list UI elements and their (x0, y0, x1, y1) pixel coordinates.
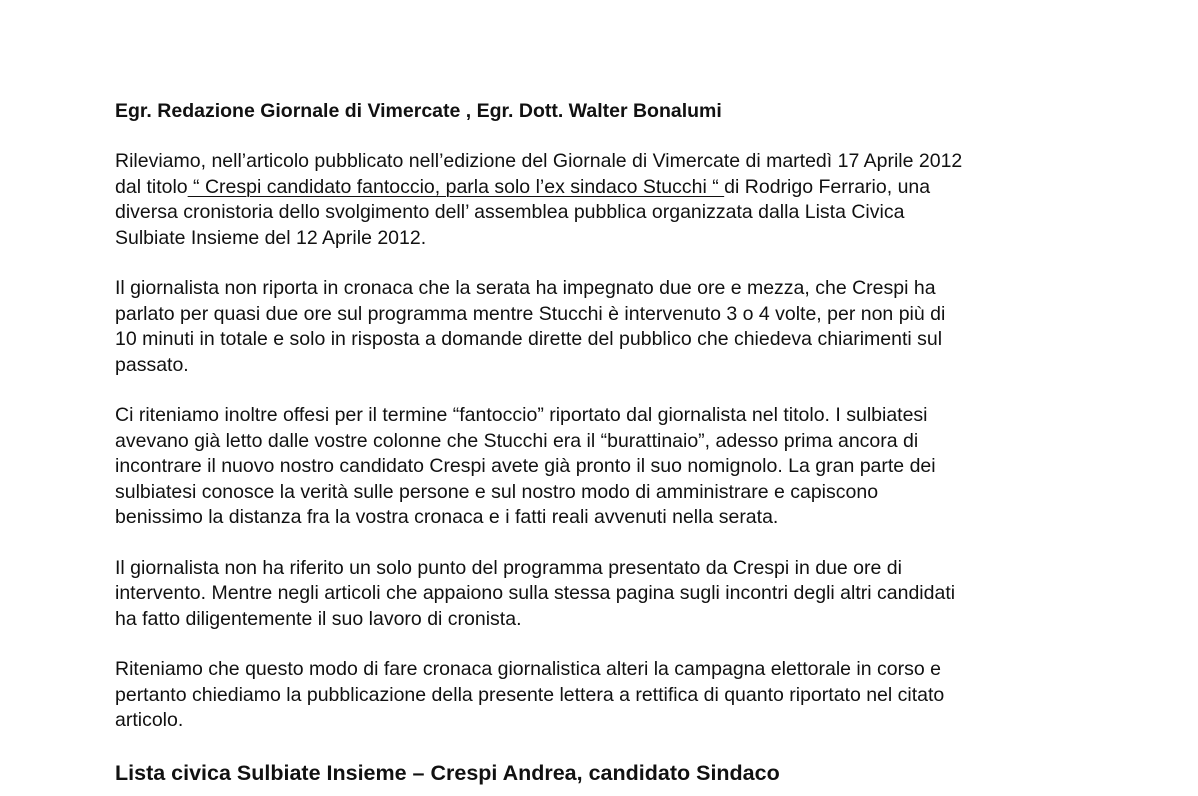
paragraph-4-line-2: intervento. Mentre negli articoli che appaiono sulla stessa pagina sugli incontri degli altri candidati (115, 582, 956, 604)
paragraph-2-line-2: parlato per quasi due ore sul programma mentre Stucchi è intervenuto 3 o 4 volte, per non più di (115, 302, 946, 325)
salutation: Egr. Redazione Giornale di Vimercate , Egr. Dott. Walter Bonalumi (115, 100, 722, 122)
paragraph-gap (115, 734, 1115, 759)
title-suffix: di Rodrigo Ferrario, una (724, 175, 931, 198)
paragraph-5 (115, 657, 1115, 734)
paragraph-2-line-4: passato. (115, 353, 189, 376)
letter-body (115, 99, 1115, 787)
paragraph-3-line-1: Ci riteniamo inoltre offesi per il termine “fantoccio” riportato dal giornalista nel titolo. I sulbiatesi (115, 404, 928, 426)
paragraph-1-line-2 (115, 175, 1115, 201)
paragraph-1-line-1: Rileviamo, nell’articolo pubblicato nell’edizione del Giornale di Vimercate di martedì 17 Aprile 2012 (115, 150, 963, 172)
paragraph-gap (115, 251, 1115, 276)
paragraph-5-line-3: articolo. (115, 709, 184, 731)
paragraph-3-line-4: sulbiatesi conosce la verità sulle persone e sul nostro modo di amministrare e capiscono (115, 480, 879, 503)
paragraph-2-line-1: Il giornalista non riporta in cronaca che la serata ha impegnato due ore e mezza, che Crespi ha (115, 277, 936, 299)
article-title: “ Crespi candidato fantoccio, parla solo l’ex sindaco Stucchi “ (187, 175, 725, 198)
paragraph-1-line-4: Sulbiate Insieme del 12 Aprile 2012. (115, 226, 427, 249)
paragraph-gap (115, 378, 1115, 403)
paragraph-5-line-1: Riteniamo che questo modo di fare cronaca giornalistica alteri la campagna elettorale in corso e (115, 658, 941, 680)
paragraph-3-line-2: avevano già letto dalle vostre colonne che Stucchi era il “burattinaio”, adesso prima ancora di (115, 429, 919, 452)
paragraph-4 (115, 556, 1115, 633)
paragraph-3 (115, 403, 1115, 531)
paragraph-gap (115, 124, 1115, 149)
paragraph-1-line-3: diversa cronistoria dello svolgimento dell’ assemblea pubblica organizzata dalla Lista Civica (115, 201, 905, 223)
paragraph-gap (115, 632, 1115, 657)
paragraph-2 (115, 276, 1115, 378)
paragraph-3-line-3: incontrare il nuovo nostro candidato Crespi avete già pronto il suo nomignolo. La gran parte dei (115, 455, 936, 477)
paragraph-1 (115, 149, 1115, 251)
paragraph-3-line-5: benissimo la distanza fra la vostra cronaca e i fatti reali avvenuti nella serata. (115, 506, 779, 528)
paragraph-5-line-2: pertanto chiediamo la pubblicazione della presente lettera a rettifica di quanto riportato nel citato (115, 683, 945, 706)
paragraph-4-line-3: ha fatto diligentemente il suo lavoro di cronista. (115, 607, 522, 630)
paragraph-4-line-1: Il giornalista non ha riferito un solo punto del programma presentato da Crespi in due ore di (115, 556, 902, 579)
signature: Lista civica Sulbiate Insieme – Crespi Andrea, candidato Sindaco (115, 760, 780, 785)
title-prefix: dal titolo (115, 175, 188, 198)
paragraph-gap (115, 531, 1115, 556)
paragraph-2-line-3: 10 minuti in totale e solo in risposta a domande dirette del pubblico che chiedeva chiarimenti sul (115, 328, 943, 350)
